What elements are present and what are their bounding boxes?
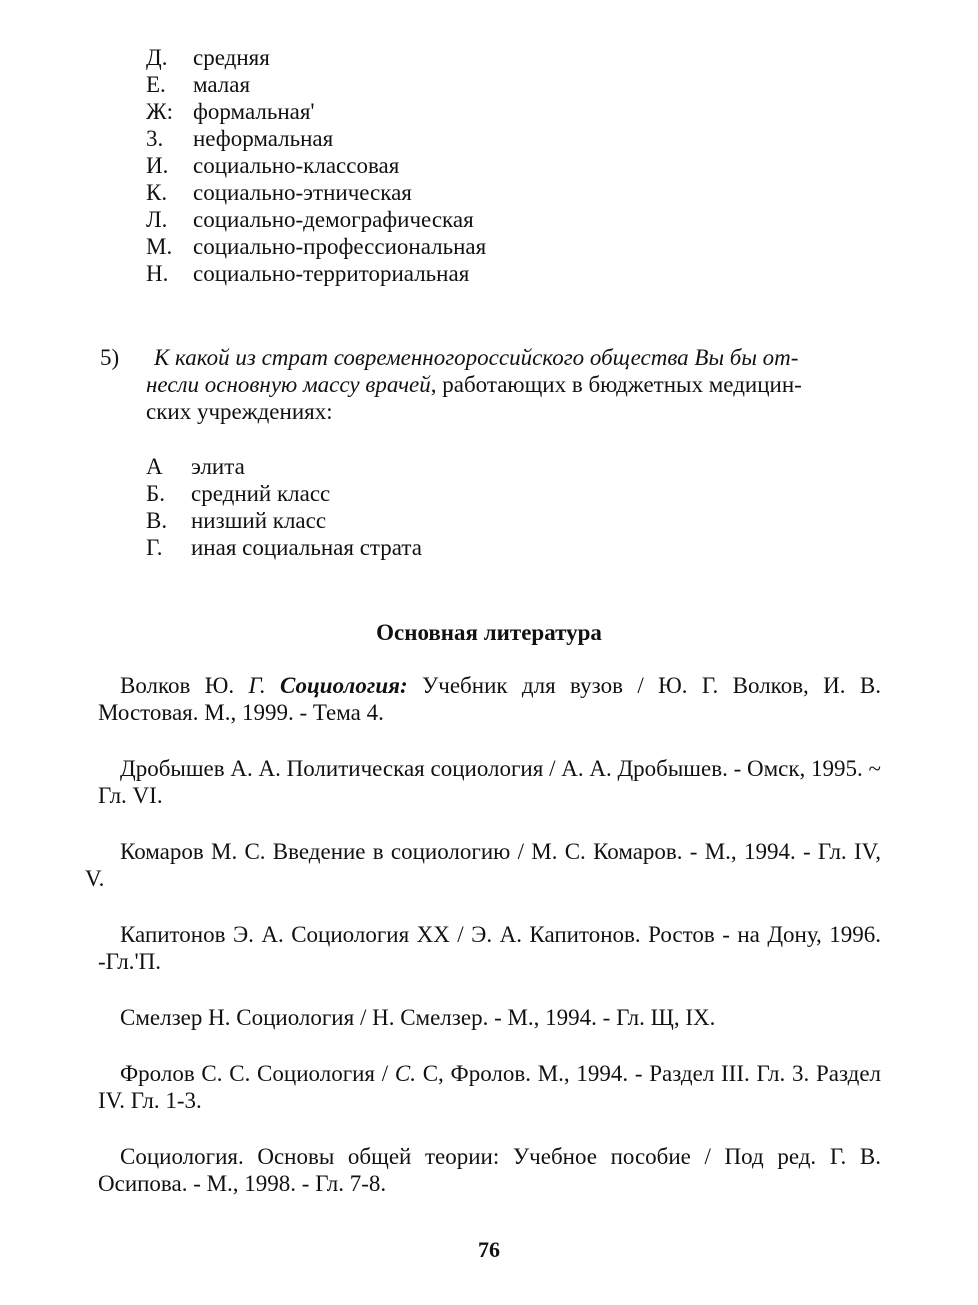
option-l — [146, 206, 486, 233]
option-z — [146, 125, 486, 152]
option-text: средняя — [193, 45, 270, 70]
option-letter: Г. — [146, 535, 163, 560]
option-letter: Е. — [146, 72, 166, 97]
option-b — [146, 480, 422, 507]
question-line-1: К какой из страт современногороссийского общества Вы бы от- — [154, 345, 799, 370]
option-i — [146, 152, 486, 179]
option-letter: А — [146, 454, 163, 479]
top-options-list — [146, 44, 486, 287]
question-line-2 — [146, 371, 900, 398]
reference-item: Социология. Основы общей теории: Учебное пособие / Под ред. Г. В. Осипова. - М., 1998. - Гл. 7-8. — [98, 1144, 881, 1196]
option-text: малая — [193, 72, 251, 97]
option-v — [146, 507, 422, 534]
option-text: низший класс — [191, 508, 327, 533]
option-text: средний класс — [191, 481, 331, 506]
page-number: 76 — [478, 1237, 500, 1262]
option-letter: Л. — [146, 207, 168, 232]
question-line-2-italic: несли основную массу врачей — [146, 372, 431, 397]
option-text: социально-этническая — [193, 180, 412, 205]
option-letter: Б. — [146, 481, 165, 506]
question-line-3: ских учреждениях: — [146, 399, 333, 424]
option-letter: Н. — [146, 261, 169, 286]
option-k — [146, 179, 486, 206]
reference-item — [98, 1060, 881, 1114]
option-n — [146, 260, 486, 287]
ref-details: Учебник для вузов / Ю. Г. Волков, И. В. Мостовая. М., 1999. - Тема 4. — [98, 673, 882, 725]
option-letter: Ж: — [146, 99, 173, 124]
question-number: 5) — [100, 345, 120, 370]
option-letter: М. — [146, 234, 173, 259]
reference-item: Капитонов Э. А. Социология XX / Э. А. Капитонов. Ростов - на Дону, 1996. -Гл.'П. — [98, 922, 881, 974]
option-letter: В. — [146, 508, 168, 533]
references-list — [85, 672, 882, 1226]
ref-part-b: С. — [394, 1061, 416, 1086]
reference-item: Дробышев А. А. Политическая социология / А. А. Дробышев. - Омск, 1995. ~ Гл. VI. — [98, 756, 881, 808]
reference-item: Смелзер Н. Социология / Н. Смелзер. - М., 1994. - Гл. Щ, IX. — [120, 1005, 716, 1030]
option-letter: Д. — [146, 45, 168, 70]
section-heading: Основная литература — [376, 620, 602, 645]
ref-title: Социология: — [280, 673, 408, 698]
option-text: элита — [191, 454, 245, 479]
option-m — [146, 233, 486, 260]
option-text: формальная' — [193, 99, 315, 124]
option-text: социально-территориальная — [193, 261, 470, 286]
option-text: социально-классовая — [193, 153, 400, 178]
option-d — [146, 44, 486, 71]
option-text: социально-демографическая — [193, 207, 474, 232]
reference-item — [98, 672, 881, 726]
option-e — [146, 71, 486, 98]
option-text: неформальная — [193, 126, 334, 151]
ref-part-c: С, Фролов. М., 1994. - Раздел III. Гл. 3. Раздел IV. Гл. 1-3. — [98, 1061, 882, 1113]
question-5-options — [146, 453, 422, 561]
option-letter: И. — [146, 153, 169, 178]
option-g — [146, 534, 422, 561]
ref-initial: Г. — [248, 673, 266, 698]
question-line-2-rest: , работающих в бюджетных медицин- — [430, 372, 802, 397]
option-letter: 3. — [146, 126, 164, 151]
option-a — [146, 453, 422, 480]
option-text: социально-профессиональная — [193, 234, 487, 259]
reference-item: Комаров М. С. Введение в социологию / М. С. Комаров. - М., 1994. - Гл. IV, V. — [85, 839, 881, 891]
ref-part-a: Фролов С. С. Социология / — [120, 1061, 389, 1086]
question-text — [146, 344, 900, 425]
option-letter: К. — [146, 180, 168, 205]
question-5 — [100, 344, 900, 425]
option-text: иная социальная страта — [191, 535, 422, 560]
ref-author: Волков Ю. — [120, 673, 235, 698]
option-zh — [146, 98, 486, 125]
